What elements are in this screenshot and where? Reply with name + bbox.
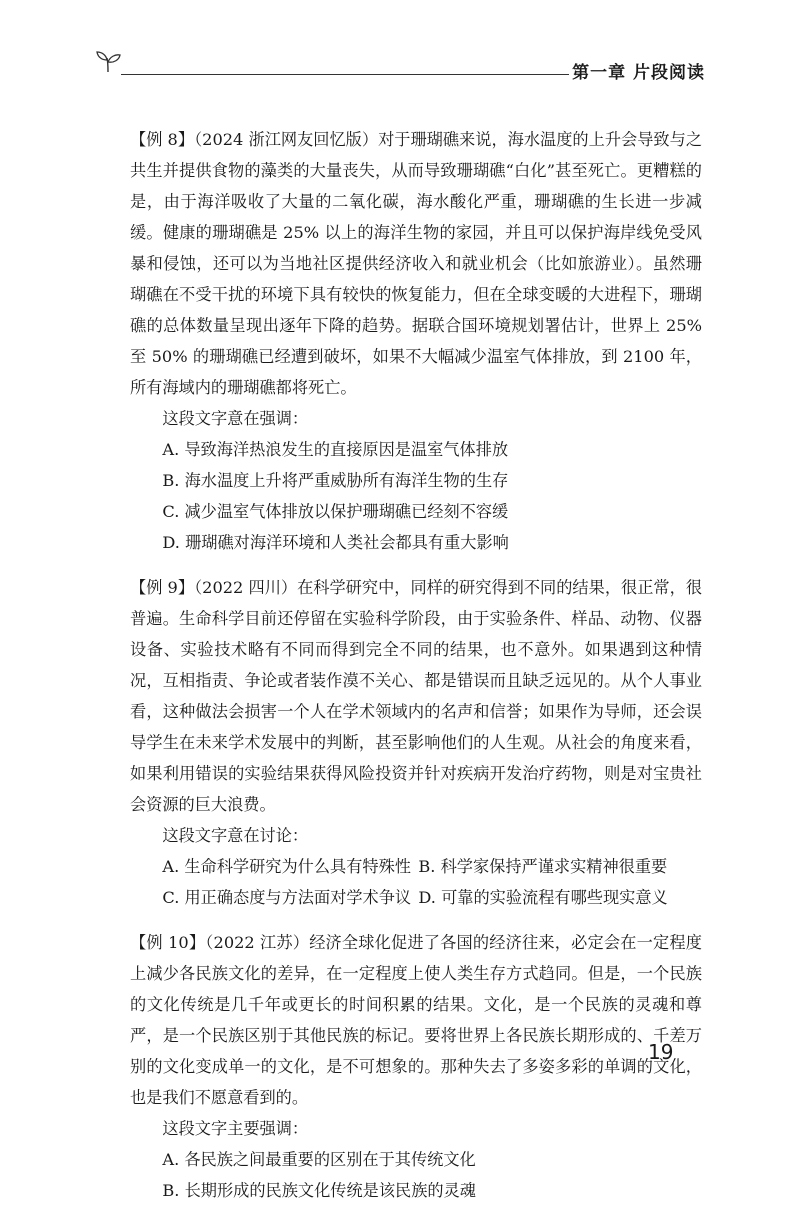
example-9-option-a: A. 生命科学研究为什么具有特殊性: [162, 857, 411, 876]
example-8-option-d: D. 珊瑚礁对海洋环境和人类社会都具有重大影响: [162, 533, 509, 552]
example-9-label: 【例 9】（2022 四川）: [130, 578, 298, 597]
example-8-text: 对于珊瑚礁来说，海水温度的上升会导致与之共生并提供食物的藻类的大量丧失，从而导致珊瑚礁“白化”甚至死亡。更糟糕的是，由于海洋吸收了大量的二氧化碳，海水酸化严重，珊瑚礁的生长进一步减缓。健康的珊瑚礁是 25% 以上的海洋生物的家园，并且可以保护海岸线免受风暴和侵蚀，还可以为当地社区提供经济收入和就业机会（比如旅游业）。虽然珊瑚礁在不受干扰的环境下具有较快的恢复能力，但在全球变暖的大进程下，珊瑚礁的总体数量呈现出逐年下降的趋势。据联合国环境规划署估计，世界上 25% 至 50% 的珊瑚礁已经遭到破坏，如果不大幅减少温室气体排放，到 2100 年，所有海域内的珊瑚礁都将死亡。: [130, 130, 703, 397]
example-10-label: 【例 10】（2022 江苏）: [130, 933, 310, 952]
example-9-text: 在科学研究中，同样的研究得到不同的结果，很正常，很普遍。生命科学目前还停留在实验科学阶段，由于实验条件、样品、动物、仪器设备、实验技术略有不同而得到完全不同的结果，也不意外。如果遇到这种情况，互相指责、争论或者装作漠不关心、都是错误而且缺乏远见的。从个人事业看，这种做法会损害一个人在学术领域内的名声和信誉；如果作为导师，还会误导学生在未来学术发展中的判断，甚至影响他们的人生观。从社会的角度来看，如果利用错误的实验结果获得风险投资并针对疾病开发治疗药物，则是对宝贵社会资源的巨大浪费。: [130, 578, 702, 814]
example-8-option-a: A. 导致海洋热浪发生的直接原因是温室气体排放: [162, 440, 509, 459]
header-rule: [121, 74, 569, 75]
example-8-option-b: B. 海水温度上升将严重威胁所有海洋生物的生存: [162, 471, 509, 490]
example-9-options-row-1: [130, 851, 702, 882]
example-10-question: 这段文字主要强调：: [162, 1119, 309, 1138]
example-9-options-row-2: [130, 882, 702, 913]
example-10-option-a: A. 各民族之间最重要的区别在于其传统文化: [162, 1150, 476, 1169]
chapter-title: 第一章 片段阅读: [572, 63, 705, 83]
example-10-passage: [130, 927, 702, 1113]
example-8-passage: [130, 124, 702, 403]
example-8-question: 这段文字意在强调：: [162, 409, 309, 428]
page-number: 19: [648, 1040, 674, 1064]
example-10-text: 经济全球化促进了各国的经济往来，必定会在一定程度上减少各民族文化的差异，在一定程度上使人类生存方式趋同。但是，一个民族的文化传统是几千年或更长的时间积累的结果。文化，是一个民族的灵魂和尊严，是一个民族区别于其他民族的标记。要将世界上各民族长期形成的、千差万别的文化变成单一的文化，是不可想象的。那种失去了多姿多彩的单调的文化，也是我们不愿意看到的。: [130, 933, 702, 1107]
example-8-option-c: C. 减少温室气体排放以保护珊瑚礁已经刻不容缓: [162, 502, 509, 521]
example-9-option-c: C. 用正确态度与方法面对学术争议: [162, 888, 412, 907]
page-header: [95, 44, 705, 84]
page-content: [130, 124, 702, 1206]
example-10-option-b: B. 长期形成的民族文化传统是该民族的灵魂: [162, 1181, 476, 1200]
example-9-passage: [130, 572, 702, 820]
example-8-label: 【例 8】（2024 浙江网友回忆版）: [130, 130, 379, 149]
sprout-icon: [95, 48, 121, 74]
example-9-option-d: D. 可靠的实验流程有哪些现实意义: [418, 888, 668, 907]
example-9-question: 这段文字意在讨论：: [162, 826, 309, 845]
example-9-option-b: B. 科学家保持严谨求实精神很重要: [418, 857, 668, 876]
